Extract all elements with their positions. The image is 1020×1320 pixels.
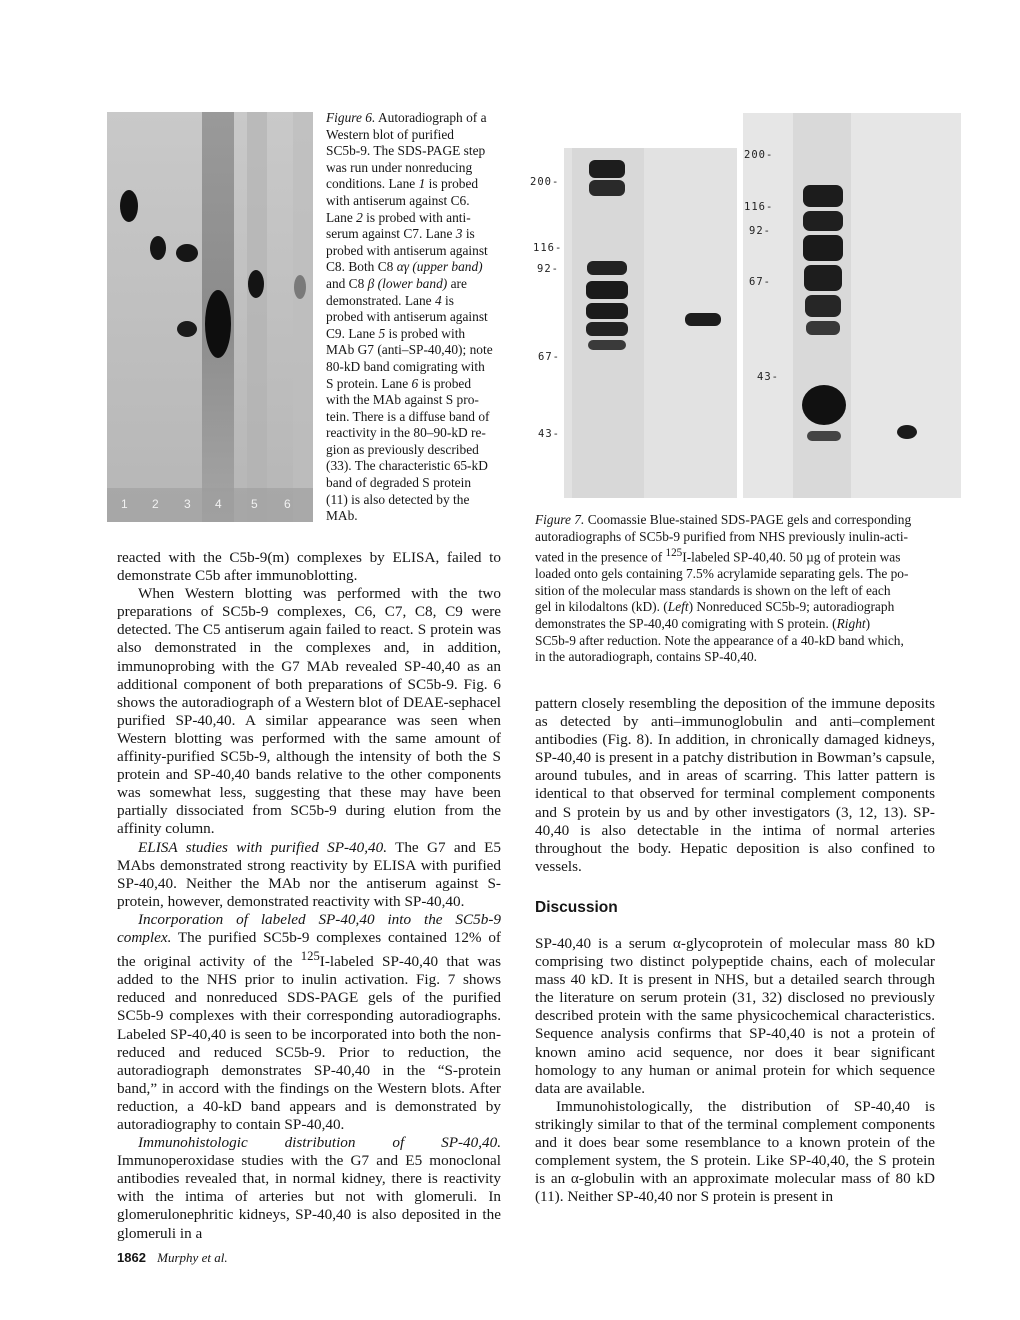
caption-line: demonstrates the SP-40,40 comigrating with S protein. (Right) [535,616,871,632]
lane-label-3: 3 [184,497,191,511]
discussion-heading: Discussion [535,899,618,916]
left-autorad-band-sp4040 [685,313,721,326]
fig7-left-marker-200: 200- [530,176,560,188]
band-lane4-c9 [205,290,231,358]
right-gel-band-1 [803,185,843,207]
caption-line: C8. Both C8 αγ (upper band) [326,259,483,275]
left-gel-band-mid-4 [586,322,628,336]
caption-line: with antiserum against C6. [326,192,470,208]
band-lane3-c8-lower [177,321,197,337]
right-gel-band-4 [804,265,842,291]
figure-7-caption [535,512,975,666]
paragraph: Immunohistologically, the distribution of SP-40,40 is strikingly similar to that of the terminal complement components and it does bear some resemblance to a known protein of the complement system, the S protein. Like SP-40,40, the S protein is an α-globulin with an approximate molecular mass of 80 kD (11). Neither SP-40,40 nor S protein is present in [535,1097,935,1206]
right-gel-band-6 [806,321,840,335]
fig7-left-marker-43: 43- [538,428,560,440]
left-gel-band-mid-3 [586,303,628,319]
left-gel-band-mid-2 [586,281,628,299]
left-gel-band-mid-1 [587,261,627,275]
band-lane2-c7 [150,236,166,260]
caption-line: Figure 6. Autoradiograph of a [326,110,487,125]
caption-line: probed with antiserum against [326,242,488,258]
fig7-right-marker-92: 92- [749,225,771,237]
left-column-text [117,549,501,1243]
caption-line: reactivity in the 80–90-kD re- [326,425,486,441]
caption-line: autoradiographs of SC5b-9 purified from NHS previously inulin-acti- [535,528,909,544]
fig7-left-marker-92: 92- [537,263,559,275]
lane-label-2: 2 [152,497,159,511]
caption-line: (11) is also detected by the [326,491,470,507]
band-lane1-c6 [120,190,138,222]
fig7-left-marker-67: 67- [538,351,560,363]
fig7-right-marker-67: 67- [749,276,771,288]
caption-line: tein. There is a diffuse band of [326,408,490,424]
left-gel-band-mid-5 [588,340,626,350]
right-gel-band-40kd [802,385,846,425]
caption-line: gel in kilodaltons (kD). (Left) Nonreduced SC5b-9; autoradiograph [535,599,895,615]
discussion-text [535,935,935,1206]
caption-line: loaded onto gels containing 7.5% acrylamide separating gels. The po- [535,566,909,582]
band-lane3-c8-upper [176,244,198,262]
caption-line: vated in the presence of $^{125}$I-labeled SP-40,40. 50 µg of protein was [535,547,901,565]
caption-line: conditions. Lane 1 is probed [326,176,479,192]
right-gel-band-5 [805,295,841,317]
paragraph: SP-40,40 is a serum α-glycoprotein of molecular mass 80 kD comprising two distinct polypeptide chains, each of molecular mass 40 kD. It is present in NHS, but a detailed search through the literature on serum protein (31, 32) disclosed no previously described protein with the same physicochemical characteristics. Sequence analysis confirms that SP-40,40 is not a protein of known amino acid sequence, nor does it bear significant homology to any human or animal protein for which sequence data are available. [535,935,935,1097]
caption-line: 80-kD band comigrating with [326,358,485,374]
caption-line: in the autoradiograph, contains SP-40,40. [535,649,758,665]
paragraph: reacted with the C5b-9(m) complexes by ELISA, failed to demonstrate C5b after immunoblotting. [117,549,501,585]
page-number: 1862 [117,1250,146,1265]
caption-line: MAb. [326,508,358,524]
caption-line: with the MAb against S pro- [326,392,479,408]
band-lane5-sp4040 [248,270,264,298]
fig7-left-marker-116: 116- [533,242,563,254]
paragraph: When Western blotting was performed with the two preparations of SC5b-9 complexes, C6, C7, C8, C9 were detected. The C5 antiserum again failed to react. S protein was also demonstrated in the complexes and, in addition, immunoprobing with the G7 MAb revealed SP-40,40 as an additional component of both preparations of SC5b-9. Fig. 6 shows the autoradiograph of a Western blot of DEAE-sephacel purified SP-40,40. A similar appearance was seen when Western blotting was performed with the same amount of affinity-purified SC5b-9, although the intensity of both the S protein and SP-40,40 bands relative to the other components was somewhat less, suggesting that these may have been partially dissociated from SC5b-9 during elution from the affinity column. [117,585,501,838]
figure-6-autoradiograph [107,112,313,522]
caption-line: C9. Lane 5 is probed with [326,325,466,341]
lane-label-5: 5 [251,497,258,511]
caption-line: sition of the molecular mass standards is shown on the left of each [535,582,891,598]
fig7-right-marker-43: 43- [757,371,779,383]
caption-line: serum against C7. Lane 3 is [326,226,475,242]
caption-line: (33). The characteristic 65-kD [326,458,488,474]
caption-line: band of degraded S protein [326,475,472,491]
left-gel-band-top-1 [589,160,625,178]
caption-line: S protein. Lane 6 is probed [326,375,472,391]
fig7-right-marker-116: 116- [744,201,774,213]
lane-label-4: 4 [215,497,222,511]
caption-line: gion as previously described [326,441,479,457]
caption-line: and C8 β (lower band) are [326,275,467,291]
paragraph: Immunohistologic distribution of SP-40,40. Immunoperoxidase studies with the G7 and E5 monoclonal antibodies revealed that, in normal kidney, there is reactivity with the intima of arteries but not with glomeruli. In glomerulonephritic kidneys, SP-40,40 is also deposited in the glomeruli in a [117,1134,501,1242]
caption-line: probed with antiserum against [326,309,488,325]
right-autorad-band-40kd [897,425,917,439]
caption-line: SC5b-9. The SDS-PAGE step [326,143,486,159]
caption-line: demonstrated. Lane 4 is [326,292,454,308]
left-gel-band-top-2 [589,180,625,196]
figure-6-caption [326,110,516,525]
lane-label-1: 1 [121,497,128,511]
fig7-right-marker-200: 200- [744,149,774,161]
right-gel-band-lower [807,431,841,441]
caption-line: MAb G7 (anti–SP-40,40); note [326,342,493,358]
caption-line: Lane 2 is probed with anti- [326,209,471,225]
figure-7-right-gel [743,113,961,498]
paragraph: ELISA studies with purified SP-40,40. The G7 and E5 MAbs demonstrated strong reactivity by ELISA with purified SP-40,40. Neither the MAb nor the antiserum against S-protein, however, demonstrated reactivity with SP-40,40. [117,838,502,910]
running-authors: Murphy et al. [157,1250,228,1265]
right-column-text [535,695,935,876]
caption-line: was run under nonreducing [326,159,473,175]
figure-7-left-gel [564,148,737,498]
page-footer [117,1250,228,1266]
caption-line: Western blot of purified [326,126,454,142]
caption-line: Figure 7. Coomassie Blue-stained SDS-PAGE gels and corresponding [535,512,912,527]
paragraph: Incorporation of labeled SP-40,40 into the SC5b-9 complex. The purified SC5b-9 complexes contained 12% of the original activity of the $^{125}$I-labeled SP-40,40 that was added to the NHS prior to inulin activation. Fig. 7 shows reduced and nonreduced SDS-PAGE gels of the purified SC5b-9 complexes with their corresponding autoradiographs. Labeled SP-40,40 is seen to be incorporated into both the non-reduced and reduced SC5b-9. Prior to reduction, the autoradiograph demonstrates SP-40,40 in the “S-protein band,” in accord with the findings on the Western blots. After reduction, a 40-kD band appears and is demonstrated by autoradiography to contain SP-40,40. [117,910,502,1133]
paragraph: pattern closely resembling the deposition of the immune deposits as detected by anti–immunoglobulin and anti–complement antibodies (Fig. 8). In addition, in chronically damaged kidneys, SP-40,40 is present in a patchy distribution in Bowman’s capsule, around tubules, and in areas of scarring. This latter pattern is identical to that observed for terminal complement components and S protein by us and by other investigators (3, 12, 13). SP-40,40 is also detectable in the intima of normal arteries throughout the body. Hepatic deposition is also confined to vessels. [535,695,935,875]
right-gel-band-3 [803,235,843,261]
caption-line: SC5b-9 after reduction. Note the appearance of a 40-kD band which, [535,632,904,648]
band-lane6-s-protein [294,275,306,299]
right-gel-band-2 [803,211,843,231]
lane-label-6: 6 [284,497,291,511]
